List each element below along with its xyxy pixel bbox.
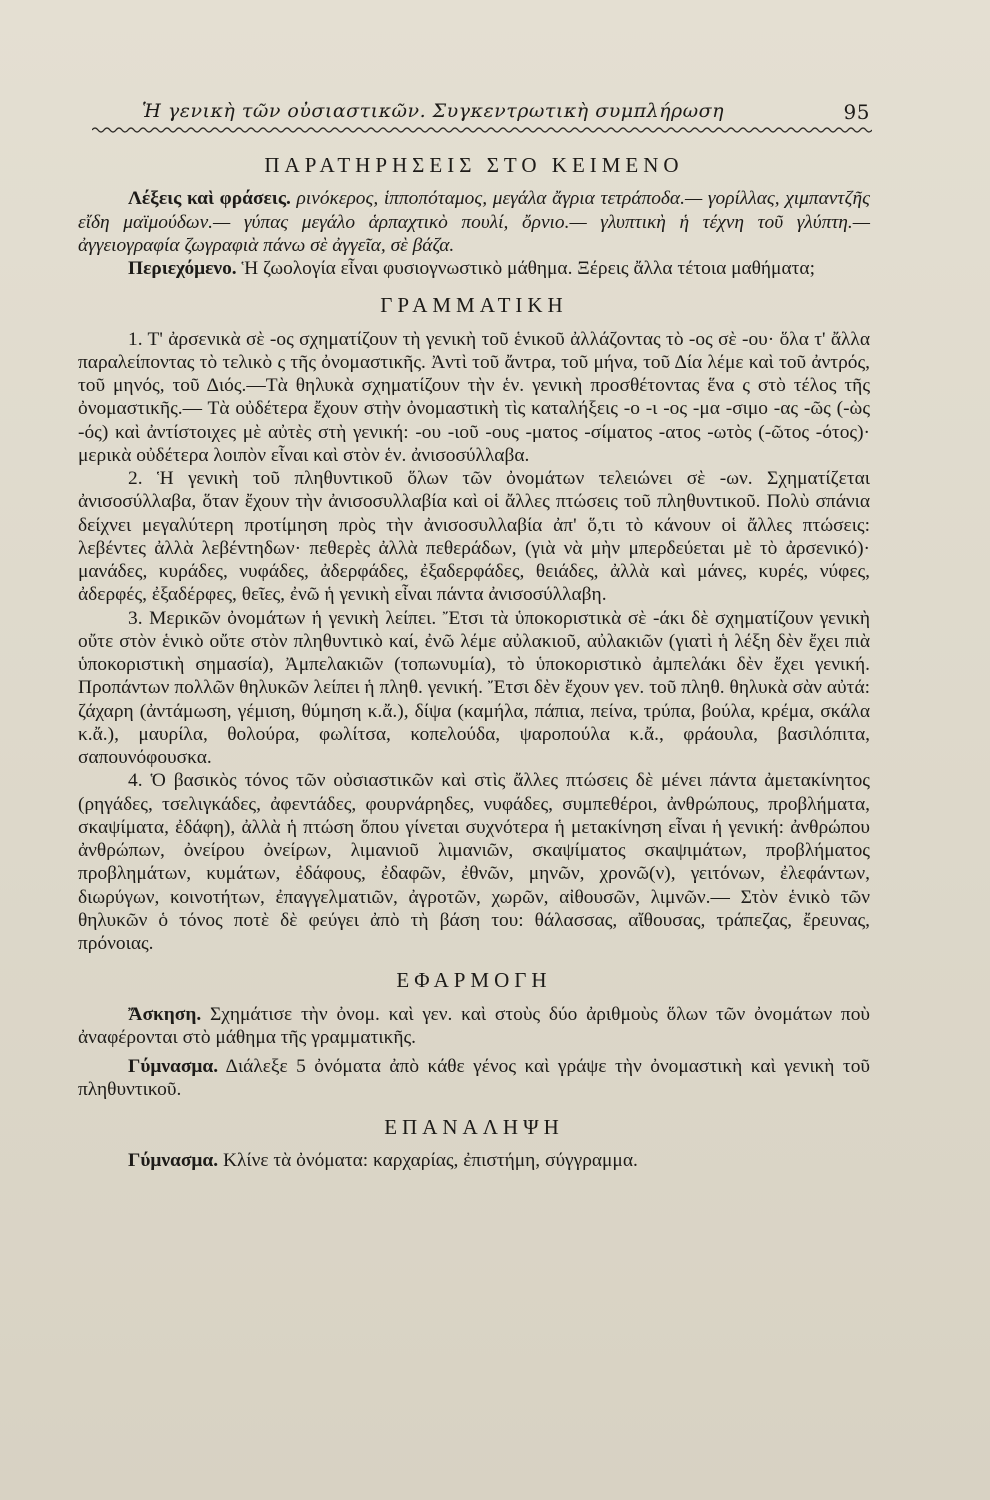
section-heading-observations: ΠΑΡΑΤΗΡΗΣΕΙΣ ΣΤΟ ΚΕΙΜΕΝΟ xyxy=(264,153,684,177)
words-and-phrases-paragraph xyxy=(78,187,870,257)
words-and-phrases-label: Λέξεις καὶ φράσεις. xyxy=(128,188,291,210)
section-heading-revision: ΕΠΑΝΑΛΗΨΗ xyxy=(384,1114,564,1139)
page-body xyxy=(78,154,870,1172)
content-text: Ἡ ζωολογία εἶναι φυσιογνωστικὸ μάθημα. Ξέρεις ἄλλα τέτοια μαθήματα; xyxy=(241,258,815,279)
words-and-phrases-text: ρινόκερος, ἱπποπόταμος, μεγάλα ἄγρια τετράποδα.— γορίλλας, χιμπαντζῆς εἴδη μαϊμούδων.— γύπας μεγάλο ἁρπαχτικὸ πουλί, ὄρνιο.— γλυπτικὴ ἡ τέχνη τοῦ γλύπτη.—ἀγγειογραφία ζωγραφιὰ πάνω σὲ ἀγγεῖα, σὲ βάζα. xyxy=(78,188,870,256)
running-title: Ἡ γενικὴ τῶν οὐσιαστικῶν. Συγκεντρωτικὴ συμπλήρωση xyxy=(142,100,725,122)
revision-text: Κλίνε τὰ ὀνόματα: καρχαρίας, ἐπιστήμη, σύγγραμμα. xyxy=(222,1149,638,1171)
exercise-label: Ἄσκηση. xyxy=(128,1003,202,1025)
grammar-paragraph-2: 2. Ἡ γενικὴ τοῦ πληθυντικοῦ ὅλων τῶν ὀνομάτων τελειώνει σὲ -ων. Σχηματίζεται ἀνισοσύλλαβα, ὅταν ἔχουν τὴν ἀνισοσυλλαβία καὶ οἱ ἄλλες πτώσεις τοῦ πληθυντικοῦ. Πολὺ σπάνια δείχνει μεγαλύτερη προτίμηση πρὸς τὴν ἀνισοσυλλαβία ἀπ' ὅ,τι τὸ κάνουν οἱ ἄλλες πτώσεις: λεβέντες ἀλλὰ λεβέντηδων· πεθερὲς ἀλλὰ πεθεράδων, (γιὰ νὰ μὴν μπερδεύεται μὲ τὸ ἀρσενικό)· μανάδες, κυράδες, νυφάδες, ἀδερφάδες, ἐξαδερφάδες, θειάδες, ἀλλὰ καὶ μάνες, κυρές, νύφες, ἀδερφές, ἐξαδέρφες, θεῖες, ἐνῶ ἡ γενικὴ εἶναι πάντα ἀνισοσύλλαβη. xyxy=(78,468,870,606)
grammar-paragraph-3: 3. Μερικῶν ὀνομάτων ἡ γενικὴ λείπει. Ἔτσι τὰ ὑποκοριστικὰ σὲ -άκι δὲ σχηματίζουν γενικὴ οὔτε στὸν ἑνικὸ οὔτε στὸν πληθυντικὸ καί, ἐνῶ λέμε αὐλακιοῦ, αὐλακιῶν (γιατὶ ἡ λέξη δὲν ἔχει πιὰ ὑποκοριστικὴ σημασία), Ἀμπελακιῶν (τοπωνυμία), τὸ ὑποκοριστικὸ ἀμπελάκι δὲν ἔχει γενική. Προπάντων πολλῶν θηλυκῶν λείπει ἡ πληθ. γενική. Ἔτσι δὲν ἔχουν γεν. τοῦ πληθ. θηλυκὰ σὰν αὐτά: ζάχαρη (ἀντάμωση, γέμιση, θύμηση κ.ἄ.), δίψα (καμήλα, πάπια, πείνα, τρύπα, βούλα, κρέμα, σκάλα κ.ἄ.), μαυρίλα, θολούρα, φωλίτσα, κοπελούδα, ψαροπούλα κ.ἄ., φράουλα, βασιλόπιτα, σαπουνόφουσκα. xyxy=(78,607,870,768)
practice-paragraph xyxy=(78,1055,870,1102)
section-heading-application: ΕΦΑΡΜΟΓΗ xyxy=(396,968,552,993)
content-paragraph xyxy=(78,257,870,280)
wavy-rule xyxy=(92,126,872,134)
running-head xyxy=(142,98,870,128)
practice-text: Διάλεξε 5 ὀνόματα ἀπὸ κάθε γένος καὶ γράψε τὴν ὀνομαστικὴ καὶ γενικὴ τοῦ πληθυντικοῦ. xyxy=(78,1056,870,1101)
page-number: 95 xyxy=(843,100,870,124)
revision-label: Γύμνασμα. xyxy=(128,1149,219,1171)
practice-label: Γύμνασμα. xyxy=(128,1056,219,1077)
grammar-paragraph-1: 1. Τ' ἀρσενικὰ σὲ -ος σχηματίζουν τὴ γενικὴ τοῦ ἑνικοῦ ἀλλάζοντας τὸ -ος σὲ -ου· ὅλα τ' ἄλλα παραλείποντας τὸ τελικὸ ς τῆς ὀνομαστικῆς. Ἀντὶ τοῦ ἄντρα, τοῦ μήνα, τοῦ Δία λέμε καὶ τοῦ ἀντρός, τοῦ μηνός, τοῦ Διός.—Τὰ θηλυκὰ σχηματίζουν τὴν ἑν. γενικὴ προσθέτοντας ἕνα ς στὸ τέλος τῆς ὀνομαστικῆς.— Τὰ οὐδέτερα ἔχουν στὴν ὀνομαστικὴ τὶς καταλήξεις -ο -ι -ος -μα -σιμο -ας -ῶς (-ὼς -ός) καὶ ἀντίστοιχες μὲ αὐτὲς στὴ γενική: -ου -ιοῦ -ους -ματος -σίματος -ατος -ωτὸς (-ῶτος -ότος)· μερικὰ οὐδέτερα λοιπὸν εἶναι καὶ στὸν ἑν. ἀνισοσύλλαβα. xyxy=(78,328,870,466)
exercise-paragraph xyxy=(78,1003,870,1050)
exercise-text: Σχημάτισε τὴν ὀνομ. καὶ γεν. καὶ στοὺς δύο ἀριθμοὺς ὅλων τῶν ὀνομάτων ποὺ ἀναφέρονται στὸ μάθημα τῆς γραμματικῆς. xyxy=(78,1003,870,1048)
section-heading-grammar: ΓΡΑΜΜΑΤΙΚΗ xyxy=(380,293,568,318)
content-label: Περιεχόμενο. xyxy=(128,258,237,279)
grammar-paragraph-4: 4. Ὁ βασικὸς τόνος τῶν οὐσιαστικῶν καὶ στὶς ἄλλες πτώσεις δὲ μένει πάντα ἀμετακίνητος (ρηγάδες, τσελιγκάδες, ἀφεντάδες, φουρνάρηδες, νυφάδες, συμπεθέροι, ἀνθρώπους, προβλήματα, σκαψίματα, ἐδάφη), ἀλλὰ ἡ πτώση ὅπου γίνεται συχνότερα ἡ μετακίνηση εἶναι ἡ γενική: ἀνθρώπου ἀνθρώπων, ὀνείρου ὀνείρων, λιμανιοῦ λιμανιῶν, σκαψίματος σκαψιμάτων, προβλήματος προβλημάτων, κυμάτων, ἐδάφους, ἐδαφῶν, ἐθνῶν, μηνῶν, χρονῶ(ν), γειτόνων, ἐλεφάντων, διωρύγων, κοινοτήτων, ἐπαγγελματιῶν, ἀγροτῶν, χωρῶν, αἰθουσῶν, λιμνῶν.— Στὸν ἑνικὸ τῶν θηλυκῶν ὁ τόνος ποτὲ δὲ φεύγει ἀπὸ τὴ βάση του: θάλασσας, αἴθουσας, τράπεζας, ἔρευνας, πρόνοιας. xyxy=(78,770,870,954)
revision-paragraph xyxy=(78,1149,870,1172)
